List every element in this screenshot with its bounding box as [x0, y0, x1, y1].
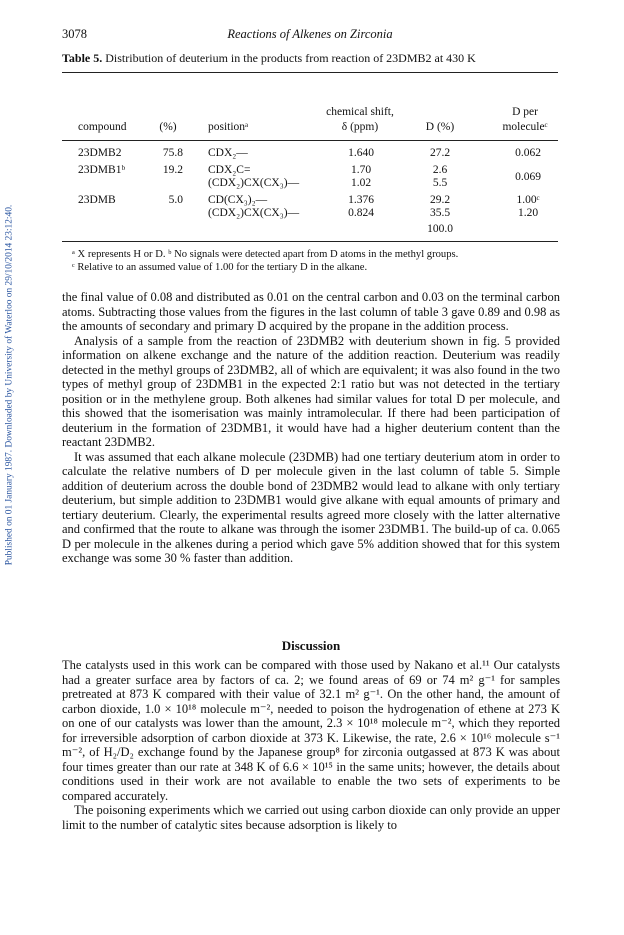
body-paragraph: the final value of 0.08 and distributed as 0.01 on the central carbon and 0.03 on the terminal carbon atoms. Subtracting those values from the figures in the last column of table 3 gave 0.89 and 0.98 as the amounts of secondary and primary D acquired by the propane in the addition process.: [62, 290, 560, 333]
header-d-per-line2: moleculeᶜ: [502, 121, 548, 133]
table-header-rule: [62, 140, 558, 141]
table-cell-d-per-molecule: 1.20: [517, 207, 539, 219]
discussion-text-block: [62, 658, 560, 832]
body-paragraph: The poisoning experiments which we carried out using carbon dioxide can only provide an upper limit to the number of catalytic sites because adsorption is likely to: [62, 803, 560, 832]
table-footnote: ᵃ X represents H or D. ᵇ No signals were detected apart from D atoms in the methyl groups.: [72, 249, 459, 260]
table-cell-d-percent: 5.5: [432, 177, 448, 189]
body-paragraph: Analysis of a sample from the reaction of 23DMB2 with deuterium shown in fig. 5 provided information on alkene exchange and the nature of the addition reaction. Deuterium was readily detected in the methyl groups of 23DMB2, all of which are equivalent; it was also found in the two types of methyl group of 23DMB1 in the expected 2:1 ratio but was not detected in the tertiary position or in the methylene group. Both alkenes had similar values for total D per molecule, and this showed that the isomerisation was mainly intramolecular. If there had been participation of deuterium in the formation of 23DMB1, it would have had a higher deuterium content than the reactant 23DMB2.: [62, 333, 560, 449]
table-cell-d-per-molecule: 1.00ᶜ: [516, 194, 540, 206]
table-cell-percent: 19.2: [162, 164, 183, 176]
table-cell-position: CD(CX₃)₂—: [208, 194, 268, 206]
table-cell-compound: 23DMB2: [78, 147, 122, 159]
header-shift-line2: δ (ppm): [341, 121, 379, 133]
table-cell-d-percent-total: 100.0: [427, 223, 453, 235]
table-cell-compound: 23DMB: [78, 194, 116, 206]
page-header: [62, 27, 558, 43]
table-cell-d-per-molecule: 0.062: [515, 147, 541, 159]
table-footnote: ᶜ Relative to an assumed value of 1.00 for the tertiary D in the alkane.: [72, 262, 368, 273]
header-d-per-line1: D per: [512, 106, 538, 118]
table-caption-text: Distribution of deuterium in the products from reaction of 23DMB2 at 430 K: [102, 51, 476, 65]
table-cell-d-percent: 35.5: [429, 207, 451, 219]
table-cell-position: CDX₂—: [208, 147, 248, 159]
table-cell-shift: 0.824: [348, 207, 374, 219]
table-label: Table 5.: [62, 51, 103, 65]
table-cell-d-percent: 29.2: [429, 194, 451, 206]
section-heading: Discussion: [281, 638, 341, 653]
page-number: 3078: [62, 27, 87, 41]
table-cell-shift: 1.70: [350, 164, 372, 176]
header-shift-line1: chemical shift,: [326, 106, 394, 118]
table-cell-shift: 1.02: [350, 177, 372, 189]
header-position: positionᵃ: [208, 121, 249, 133]
table-cell-percent: 5.0: [168, 194, 183, 206]
table-cell-d-percent: 27.2: [429, 147, 451, 159]
body-paragraph: It was assumed that each alkane molecule (23DMB) had one tertiary deuterium atom in order to calculate the relative numbers of D per molecule given in the last column of table 5. Simple addition of deuterium across the double bond of 23DMB2 would lead to alkane with only tertiary deuterium, but simple addition to 23DMB1 would give alkane with equal amounts of primary and tertiary deuterium. Clearly, the experimental results agreed more closely with the latter alternative and confirmed that the route to alkane was through the isomer 23DMB1. The build-up of ca. 0.065 D per molecule in the alkenes during a period which gave 5% addition showed that for this system exchange was some 30 % faster than addition.: [62, 449, 560, 565]
table-bottom-rule: [62, 241, 558, 242]
table-top-rule: [62, 72, 558, 73]
download-watermark-text: Published on 01 January 1987. Downloaded by University of Waterloo on 29/10/2014 23:12:40.: [4, 204, 14, 566]
table-cell-position: (CDX₂)CX(CX₃)—: [208, 177, 300, 189]
table-cell-percent: 75.8: [162, 147, 183, 159]
running-title: Reactions of Alkenes on Zirconia: [227, 27, 393, 41]
body-text-block: [62, 290, 560, 566]
header-percent: (%): [159, 121, 177, 133]
table-cell-shift: 1.376: [348, 194, 374, 206]
table-cell-d-per-molecule: 0.069: [515, 171, 541, 183]
table-cell-position: (CDX₂)CX(CX₃)—: [208, 207, 300, 219]
table-cell-compound: 23DMB1ᵇ: [78, 164, 126, 176]
table-caption: [62, 51, 562, 65]
table-cell-shift: 1.640: [348, 147, 374, 159]
body-paragraph: The catalysts used in this work can be compared with those used by Nakano et al.¹¹ Our catalysts had a greater surface area by factors of ca. 2; we found areas of 69 or 74 m² g⁻¹ for samples pretreated at 873 K compared with their value of 32.1 m² g⁻¹. On the other hand, the amount of carbon dioxide, 1.0 × 10¹⁸ molecule m⁻², needed to poison the hydrogenation of ethene at 273 K on one of our catalysts was lower than the amount, 2.3 × 10¹⁸ molecule m⁻², which they reported for irreversible adsorption of carbon dioxide at 373 K. Likewise, the rate, 2.6 × 10¹⁶ molecule s⁻¹ m⁻², of H₂/D₂ exchange found by the Japanese group⁸ for zirconia outgassed at 873 K was about four times greater than our rate at 348 K of 6.6 × 10¹⁵ in the same units; however, the details about conditions used in their work are not available to enable the two sets of experiments to be compared accurately.: [62, 658, 560, 803]
header-compound: compound: [78, 121, 127, 133]
header-d-percent: D (%): [425, 121, 455, 133]
download-watermark: [2, 150, 16, 620]
table-cell-position: CDX₂C=: [208, 164, 251, 176]
table-cell-d-percent: 2.6: [432, 164, 448, 176]
